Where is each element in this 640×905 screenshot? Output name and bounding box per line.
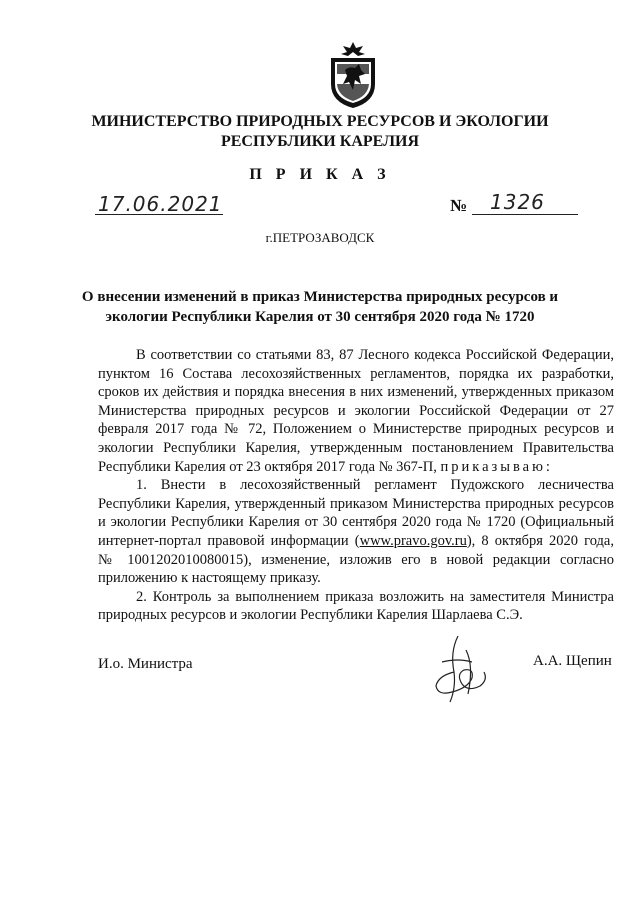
org-line-1: МИНИСТЕРСТВО ПРИРОДНЫХ РЕСУРСОВ И ЭКОЛОГИИ <box>91 113 549 130</box>
subject-line-1: О внесении изменений в приказ Министерства природных ресурсов и <box>81 289 559 305</box>
order-body <box>98 346 614 625</box>
item-1-text-end: ), 8 октября 2020 года, № 1001202010080015), изменение, изложив его в новой редакции согласно приложению к настоящему приказу. <box>98 532 614 587</box>
paragraph-preamble <box>98 346 614 476</box>
preamble-text: В соответствии со статьями 83, 87 Лесного кодекса Российской Федерации, пунктом 16 Состава лесохозяйственных регламентов, порядка их разработки, сроков их действия и порядка внесения в них изменений, утвержденных приказом Министерства природных ресурсов и экологии Российской Федерации от 27 февраля 2017 года № 72, Положением о Министерстве природных ресурсов и экологии Республики Карелия, утвержденным постановлением Правительства Республики Карелия от 23 октября 2017 года № 367-П, <box>98 347 614 475</box>
order-word: приказываю: <box>440 458 553 475</box>
org-line-2: РЕСПУБЛИКИ КАРЕЛИЯ <box>220 133 420 150</box>
number-label: № <box>450 196 468 215</box>
handwritten-date: 17.06.2021 <box>98 192 223 216</box>
organization-name <box>60 112 580 152</box>
order-subject <box>60 287 580 327</box>
signatory-role: И.о. Министра <box>98 656 193 672</box>
pravo-link[interactable]: www.pravo.gov.ru <box>359 532 467 549</box>
paragraph-item-2: 2. Контроль за выполнением приказа возложить на заместителя Министра природных ресурсов и экологии Республики Карелия Шарлаева С.Э. <box>98 588 614 624</box>
document-type: П Р И К А З <box>249 166 391 183</box>
date-underline <box>95 214 223 215</box>
subject-line-2: экологии Республики Карелия от 30 сентября 2020 года № 1720 <box>105 309 535 325</box>
city: г.ПЕТРОЗАВОДСК <box>265 230 375 245</box>
signatory-name: А.А. Щепин <box>533 653 612 669</box>
item-1-text-start: 1. Внести в лесохозяйственный регламент Пудожского лесничества Республики Карелия, утвержденный приказом Министерства природных ресурсов и экологии Республики Карелия от 30 сентября 2020 года № 1720 (Официальный интернет-портал правовой информации ( <box>98 477 614 549</box>
number-underline <box>472 214 578 215</box>
paragraph-item-1 <box>98 476 614 588</box>
karelia-coat-of-arms-icon <box>325 40 381 110</box>
handwritten-number: 1326 <box>490 190 545 214</box>
handwritten-signature <box>428 632 498 712</box>
